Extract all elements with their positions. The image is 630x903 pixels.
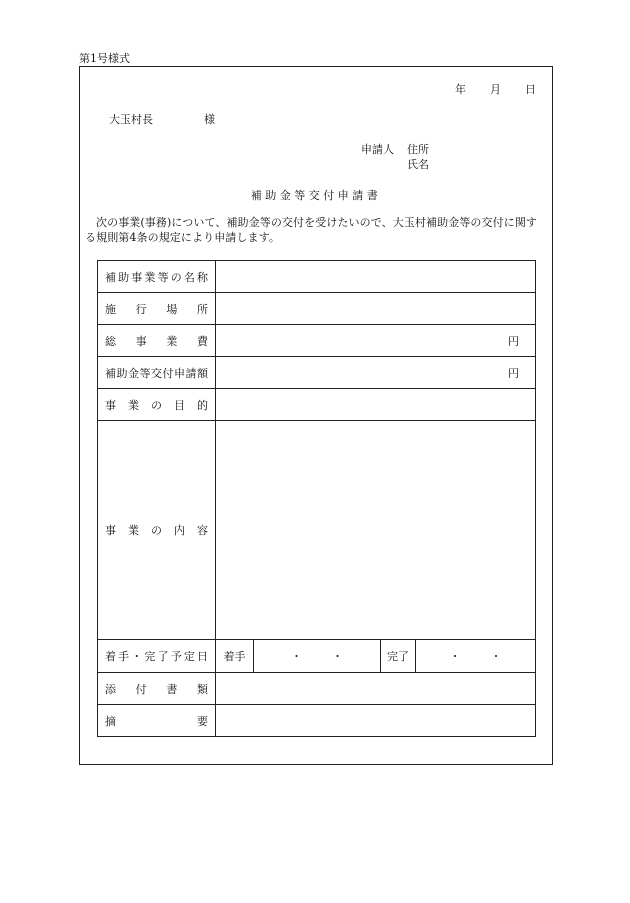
label-char: の bbox=[151, 398, 162, 412]
row-label-location bbox=[98, 293, 216, 325]
label-char: 金 bbox=[128, 366, 139, 380]
yen-unit: 円 bbox=[508, 334, 519, 348]
date-year-label: 年 bbox=[455, 83, 466, 96]
date-separator: ・ bbox=[291, 650, 302, 663]
table-row bbox=[98, 357, 536, 389]
recipient: 大玉村長 bbox=[109, 113, 153, 126]
application-table bbox=[97, 260, 536, 737]
row-label-text bbox=[98, 333, 215, 349]
label-char: 助 bbox=[118, 270, 130, 284]
label-char: 業 bbox=[128, 398, 139, 412]
table-row bbox=[98, 325, 536, 357]
label-char: 補 bbox=[105, 366, 116, 380]
date-separator: ・ bbox=[449, 650, 461, 663]
label-char: 要 bbox=[197, 714, 208, 728]
end-date-field[interactable] bbox=[416, 640, 535, 672]
label-char: 事 bbox=[105, 524, 116, 537]
row-label-text bbox=[98, 269, 215, 285]
label-char: 完 bbox=[144, 650, 156, 663]
label-char: 類 bbox=[196, 682, 208, 696]
label-char: 書 bbox=[166, 682, 178, 696]
label-char: 場 bbox=[166, 302, 178, 316]
label-char: 事 bbox=[135, 334, 147, 348]
table-row bbox=[98, 293, 536, 325]
applicant-name-label: 氏名 bbox=[407, 158, 429, 171]
content-field[interactable] bbox=[216, 421, 536, 640]
row-label-content bbox=[98, 421, 216, 640]
label-char: 額 bbox=[197, 366, 208, 380]
application-statement: 次の事業(事務)について、補助金等の交付を受けたいので、大玉村補助金等の交付に関する規則第4条の規定により申請します。 bbox=[85, 216, 538, 244]
date-month-label: 月 bbox=[490, 83, 501, 96]
row-label-text bbox=[98, 648, 215, 664]
label-char: の bbox=[170, 270, 182, 284]
label-char: 交 bbox=[151, 366, 162, 380]
table-row bbox=[98, 705, 536, 737]
label-char: 添 bbox=[105, 682, 116, 696]
row-label-remarks bbox=[98, 705, 216, 737]
label-char: 名 bbox=[183, 270, 195, 284]
honorific: 様 bbox=[204, 113, 215, 126]
label-char: 業 bbox=[128, 524, 139, 537]
label-char: 手 bbox=[118, 650, 130, 663]
document-title: 補助金等交付申請書 bbox=[250, 189, 382, 202]
label-char: 容 bbox=[197, 524, 208, 537]
table-row bbox=[98, 421, 536, 640]
label-char: 助 bbox=[116, 366, 128, 380]
applicant-address-label: 住所 bbox=[407, 143, 429, 156]
label-char: 内 bbox=[174, 524, 185, 537]
label-char: 等 bbox=[139, 366, 151, 380]
label-char: 業 bbox=[144, 270, 156, 284]
label-char: 摘 bbox=[105, 714, 116, 728]
label-char: 称 bbox=[196, 270, 208, 284]
requested-amount-field[interactable] bbox=[216, 357, 536, 389]
table-row bbox=[98, 673, 536, 705]
date-day-label: 日 bbox=[525, 83, 536, 96]
label-char: 付 bbox=[162, 366, 174, 380]
row-label-text bbox=[98, 397, 215, 413]
attachments-field[interactable] bbox=[216, 673, 536, 705]
row-label-text bbox=[98, 713, 215, 729]
remarks-field[interactable] bbox=[216, 705, 536, 737]
label-char: ・ bbox=[131, 650, 143, 663]
label-char: 行 bbox=[135, 302, 147, 316]
end-label: 完了 bbox=[381, 640, 416, 672]
schedule-cell bbox=[216, 640, 536, 673]
table-row bbox=[98, 640, 536, 673]
label-char: 着 bbox=[105, 650, 116, 663]
location-field[interactable] bbox=[216, 293, 536, 325]
label-char: 定 bbox=[183, 650, 195, 663]
form-number: 第1号様式 bbox=[79, 52, 130, 65]
row-label-purpose bbox=[98, 389, 216, 421]
row-label-text bbox=[98, 681, 215, 697]
label-char: 了 bbox=[157, 650, 169, 663]
label-char: 的 bbox=[197, 398, 208, 412]
label-char: 等 bbox=[157, 270, 169, 284]
row-label-text bbox=[98, 522, 215, 538]
table-row bbox=[98, 389, 536, 421]
label-char: 所 bbox=[196, 302, 208, 316]
applicant-label: 申請人 bbox=[361, 143, 394, 156]
label-char: 総 bbox=[105, 334, 116, 348]
project-name-field[interactable] bbox=[216, 261, 536, 293]
row-label-total-cost bbox=[98, 325, 216, 357]
label-char: 申 bbox=[174, 366, 185, 380]
label-char: 事 bbox=[105, 398, 116, 412]
label-char: 補 bbox=[105, 270, 116, 284]
label-char: 施 bbox=[105, 302, 116, 316]
row-label-attachments bbox=[98, 673, 216, 705]
start-date-field[interactable] bbox=[254, 640, 381, 672]
label-char: 費 bbox=[196, 334, 208, 348]
label-char: 付 bbox=[135, 682, 147, 696]
start-label: 着手 bbox=[216, 640, 254, 672]
label-char: 目 bbox=[174, 398, 185, 412]
purpose-field[interactable] bbox=[216, 389, 536, 421]
label-char: 請 bbox=[185, 366, 197, 380]
total-cost-field[interactable] bbox=[216, 325, 536, 357]
label-char: の bbox=[151, 524, 162, 537]
row-label-text bbox=[98, 365, 215, 381]
date-separator: ・ bbox=[332, 650, 343, 663]
row-label-requested-amount bbox=[98, 357, 216, 389]
date-separator: ・ bbox=[490, 650, 502, 663]
label-char: 予 bbox=[170, 650, 182, 663]
label-char: 事 bbox=[131, 270, 143, 284]
table-row bbox=[98, 261, 536, 293]
row-label-text bbox=[98, 301, 215, 317]
label-char: 日 bbox=[196, 650, 208, 663]
label-char: 業 bbox=[166, 334, 178, 348]
row-label-project-name bbox=[98, 261, 216, 293]
yen-unit: 円 bbox=[508, 366, 519, 380]
row-label-schedule bbox=[98, 640, 216, 673]
application-form-frame bbox=[79, 66, 553, 765]
